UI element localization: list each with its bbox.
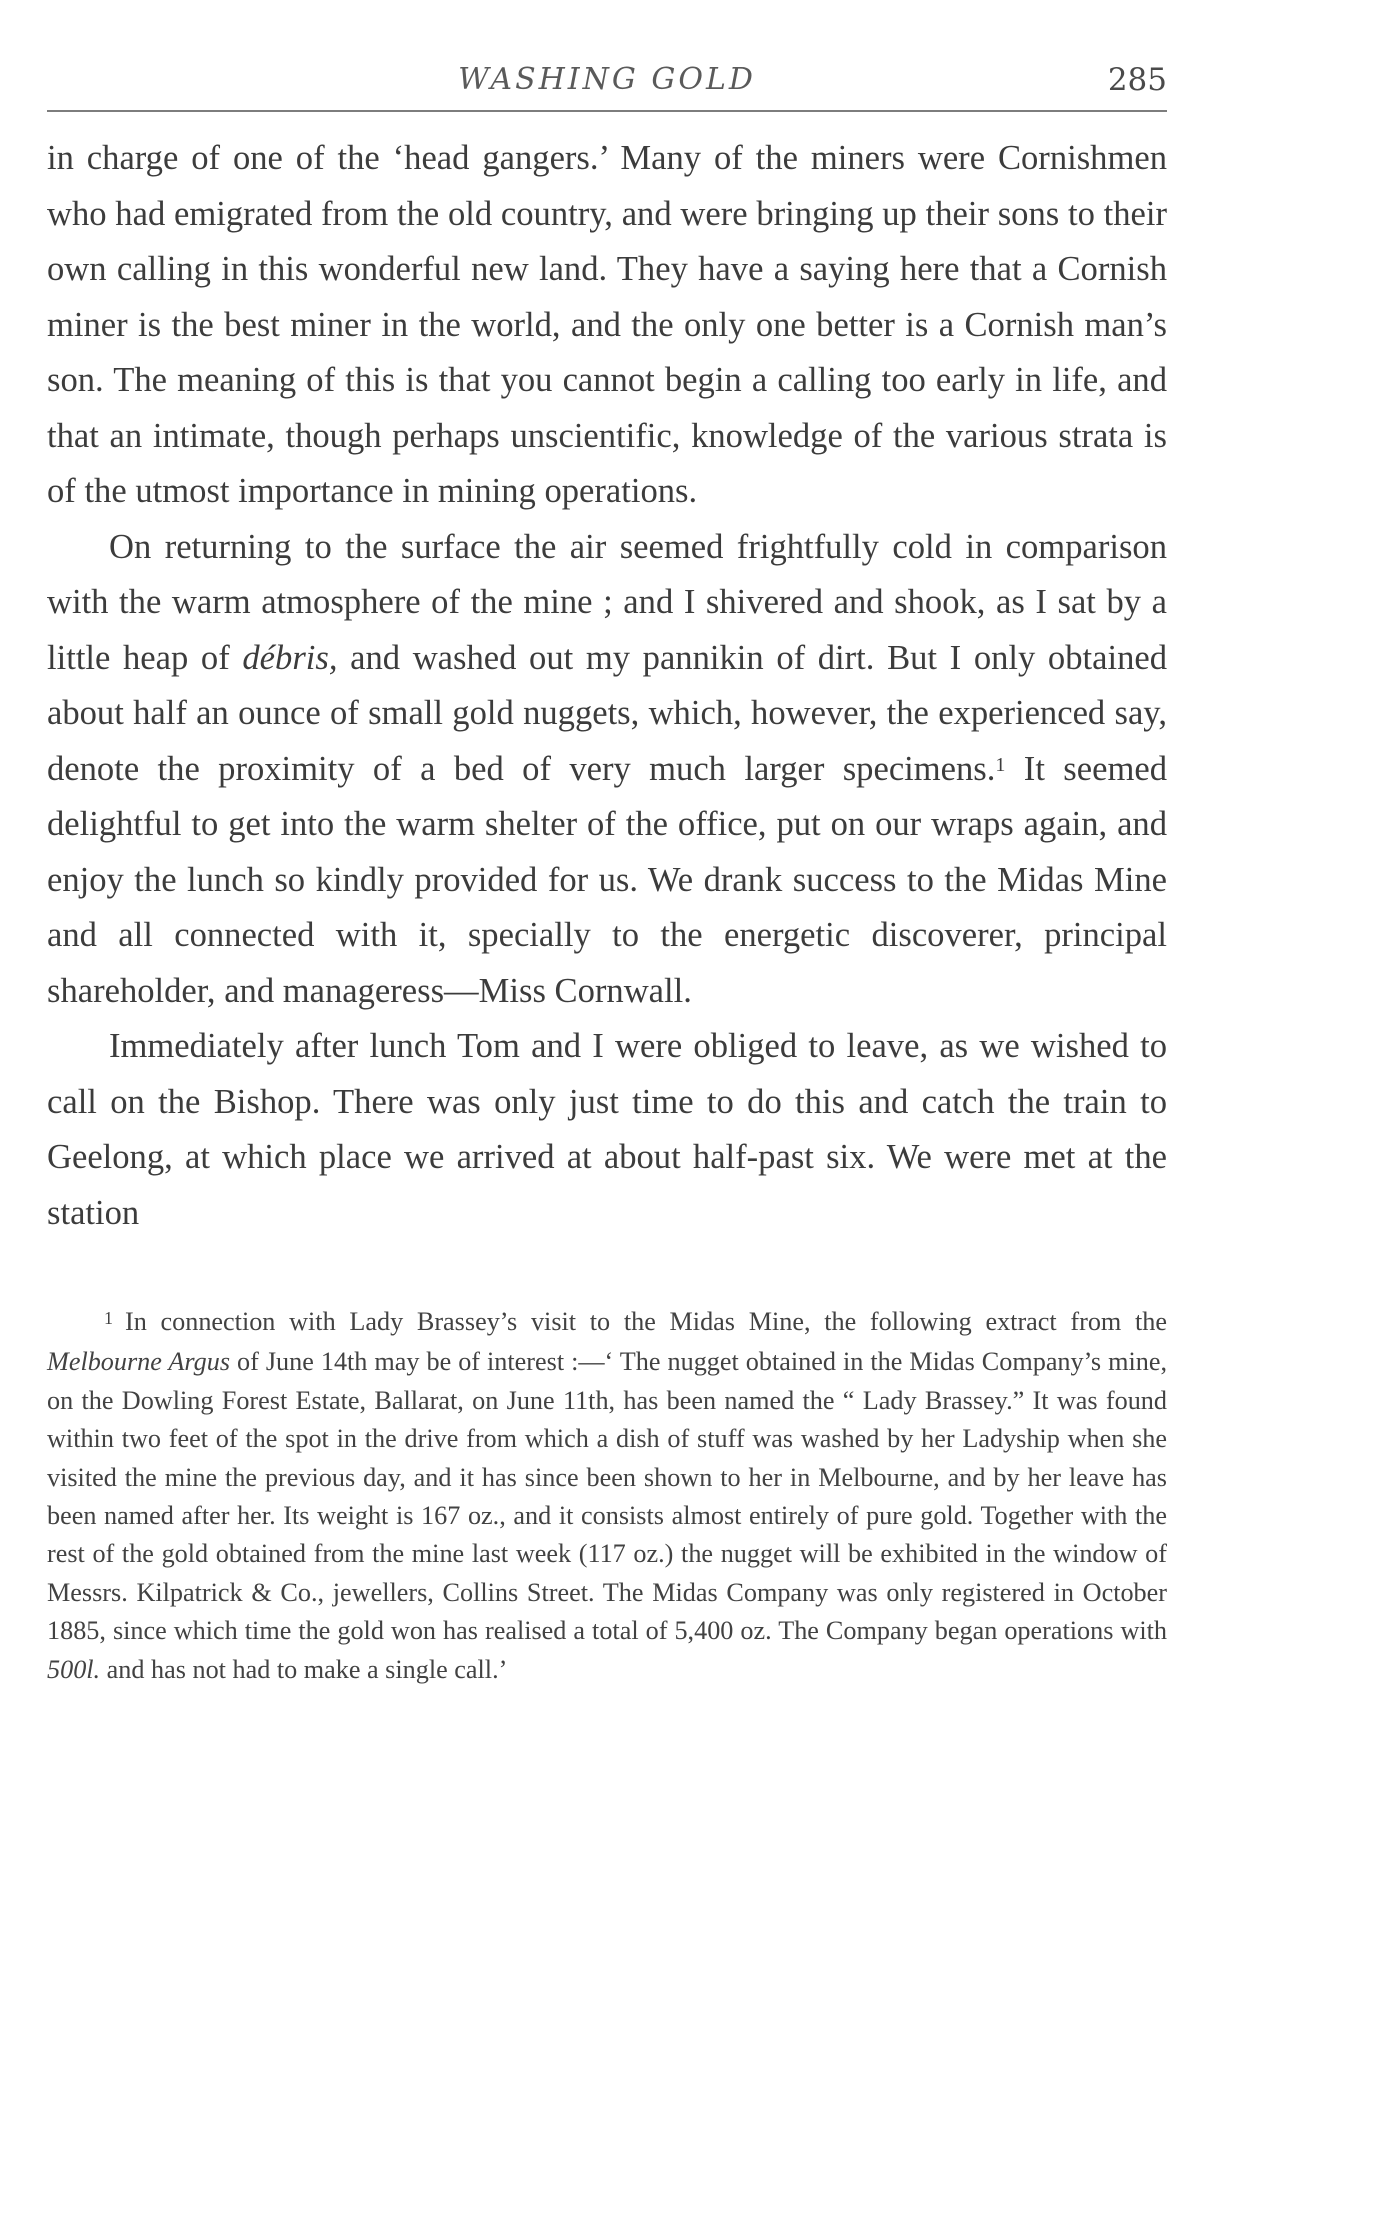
footnote-reference[interactable]: 1 [995, 753, 1006, 776]
footnote-text-b: of June 14th may be of interest :—‘ The nugget obtained in the Midas Company’s mine, on the Dowling Forest Estate, Ballarat, on June 11th, has been named the “ Lady Brassey.” It was found within two feet of the spot in the drive from which a dish of stuff was washed by her Ladyship when she visited the mine the previous day, and it has since been shown to her in Melbourne, and by her leave has been named after her. Its weight is 167 oz., and it consists almost entirely of pure gold. Together with the rest of the gold obtained from the mine last week (117 oz.) the nugget will be exhibited in the window of Messrs. Kilpatrick & Co., jewellers, Collins Street. The Midas Company was only registered in October 1885, since which time the gold won has realised a total of 5,400 oz. The Company began operations with [47, 1347, 1167, 1646]
running-head: WASHING GOLD [458, 62, 756, 97]
paragraph-2-part-a: On returning to the surface the air seemed frightfully cold in comparison with the warm atmosphere of the mine ; and I shivered and shook, as I sat by a little heap of [47, 527, 1167, 677]
footnote [47, 1303, 1167, 1689]
book-page [47, 60, 1167, 1689]
body-text [47, 131, 1167, 1241]
footnote-text-c: and has not had to make a single call.’ [100, 1654, 508, 1684]
paragraph-2-part-b: and washed out my pannikin of dirt. But I only obtained about half an ounce of small gold nuggets, which, however, the experienced say, denote the proximity of a bed of very much larger specimens. [47, 638, 1167, 788]
paragraph-1: in charge of one of the ‘head gangers.’ Many of the miners were Cornishmen who had emigrated from the old country, and were bringing up their sons to their own calling in this wonderful new land. They have a saying here that a Cornish miner is the best miner in the world, and the only one better is a Cornish man’s son. The meaning of this is that you cannot begin a calling too early in life, and that an intimate, though perhaps unscientific, knowledge of the various strata is of the utmost importance in mining operations. [47, 139, 1167, 510]
page-header [47, 60, 1167, 112]
page-number: 285 [1107, 62, 1167, 98]
paragraph-3: Immediately after lunch Tom and I were obliged to leave, as we wished to call on the Bishop. There was only just time to do this and catch the train to Geelong, at which place we arrived at about half-past six. We were met at the station [47, 1027, 1167, 1232]
newspaper-title-italic: Melbourne Argus [47, 1347, 231, 1377]
footnote-text-a: In connection with Lady Brassey’s visit to the Midas Mine, the following extract from the [125, 1307, 1167, 1336]
pounds-amount-italic: 500l. [47, 1654, 101, 1684]
paragraph-2 [47, 520, 1167, 1020]
footnote-mark: 1 [104, 1308, 113, 1328]
debris-italic: débris, [242, 638, 338, 677]
paragraph-2-part-c: It seemed delightful to get into the warm shelter of the office, put on our wraps again, and enjoy the lunch so kindly provided for us. We drank success to the Midas Mine and all connected with it, specially to the energetic discoverer, principal shareholder, and manageress—Miss Cornwall. [47, 749, 1167, 1010]
